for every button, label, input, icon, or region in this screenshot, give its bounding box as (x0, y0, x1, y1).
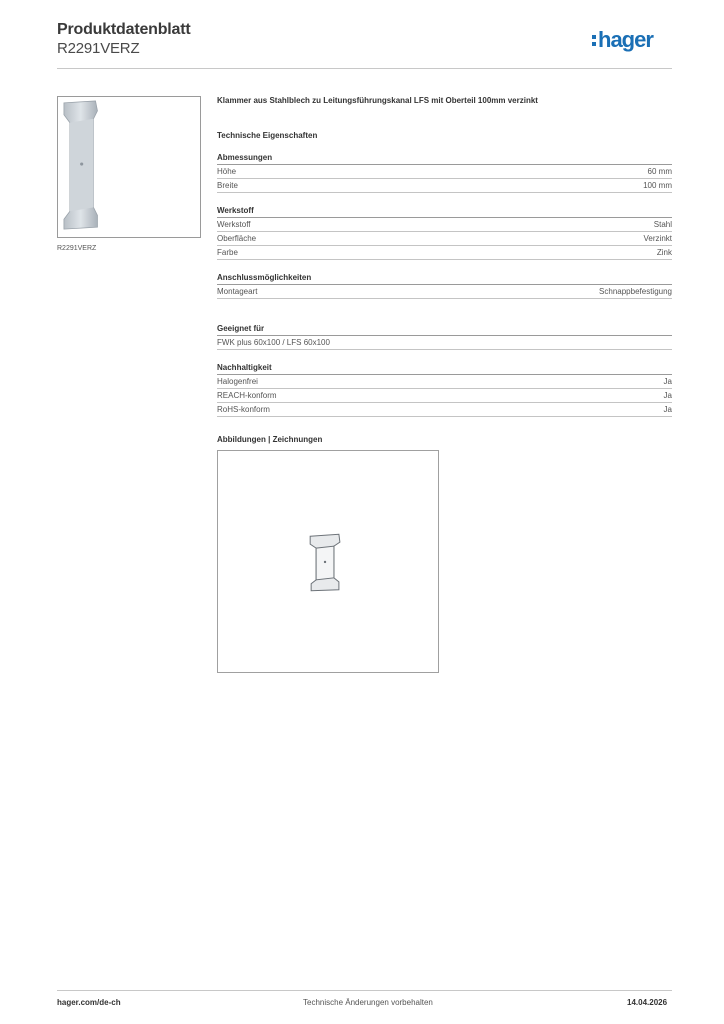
property-value: Ja (663, 377, 672, 386)
group-title: Werkstoff (217, 206, 672, 218)
property-value: Ja (663, 391, 672, 400)
property-row (217, 179, 672, 193)
property-row (217, 375, 672, 389)
group-sustainability (217, 363, 672, 417)
property-value: Verzinkt (643, 234, 672, 243)
product-description: Klammer aus Stahlblech zu Leitungsführungskanal LFS mit Oberteil 100mm verzinkt (217, 96, 538, 105)
hager-logo (592, 26, 674, 56)
product-image-caption: R2291VERZ (57, 245, 97, 252)
property-value: Schnappbefestigung (599, 287, 672, 296)
footer-notice: Technische Änderungen vorbehalten (303, 998, 433, 1007)
property-row (217, 232, 672, 246)
group-title: Abmessungen (217, 153, 672, 165)
property-row (217, 336, 672, 350)
header-divider (57, 68, 672, 69)
technical-properties-heading: Technische Eigenschaften (217, 131, 318, 140)
property-label: FWK plus 60x100 / LFS 60x100 (217, 338, 330, 347)
property-value: Zink (656, 248, 672, 257)
group-connection (217, 273, 672, 299)
property-row (217, 403, 672, 417)
property-label: Farbe (217, 248, 238, 257)
group-title: Nachhaltigkeit (217, 363, 672, 375)
group-material (217, 206, 672, 260)
property-row (217, 246, 672, 260)
product-code: R2291VERZ (57, 40, 140, 57)
page-title: Produktdatenblatt (57, 21, 191, 38)
logo-text: hager (598, 27, 653, 52)
property-value: 100 mm (643, 181, 672, 190)
footer-date: 14.04.2026 (627, 998, 668, 1007)
group-title: Geeignet für (217, 324, 672, 336)
technical-drawing (217, 450, 439, 673)
property-label: Höhe (217, 167, 237, 176)
property-label: Montageart (217, 287, 258, 296)
property-label: REACH-konform (217, 391, 277, 400)
group-title: Anschlussmöglichkeiten (217, 273, 672, 285)
property-row (217, 389, 672, 403)
property-label: Halogenfrei (217, 377, 258, 386)
property-label: RoHS-konform (217, 405, 270, 414)
drawings-heading: Abbildungen | Zeichnungen (217, 435, 323, 444)
product-image (57, 96, 201, 238)
property-value: Ja (663, 405, 672, 414)
property-label: Oberfläche (217, 234, 257, 243)
group-dimensions (217, 153, 672, 193)
footer-divider (57, 990, 672, 991)
property-value: Stahl (653, 220, 672, 229)
property-row (217, 218, 672, 232)
property-label: Werkstoff (217, 220, 251, 229)
footer-website[interactable]: hager.com/de-ch (57, 998, 121, 1007)
group-suitable-for (217, 324, 672, 350)
property-row (217, 285, 672, 299)
property-row (217, 165, 672, 179)
product-details (217, 96, 672, 673)
property-label: Breite (217, 181, 238, 190)
property-value: 60 mm (647, 167, 672, 176)
